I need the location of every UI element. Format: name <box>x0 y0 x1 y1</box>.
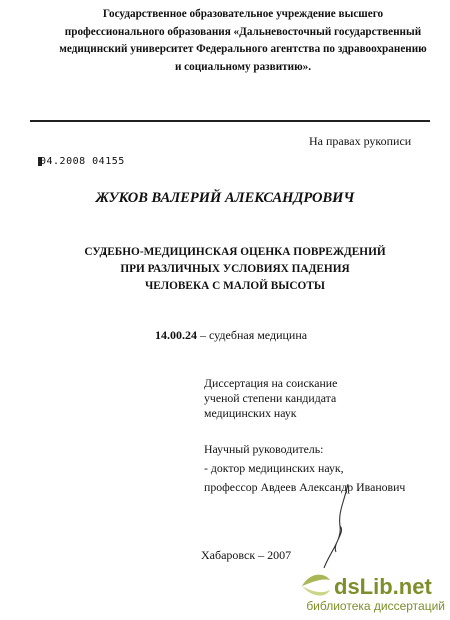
degree-line: медицинских наук <box>204 406 297 420</box>
leaf-icon <box>302 575 330 596</box>
header-line: и социальному развитию». <box>174 60 312 73</box>
supervisor-degree: - доктор медицинских наук, <box>204 461 344 475</box>
header-line: Государственное образовательное учреждение высшего <box>102 8 384 20</box>
author-name: ЖУКОВ ВАЛЕРИЙ АЛЕКСАНДРОВИЧ <box>95 190 355 206</box>
manuscript-note: На правах рукописи <box>309 134 412 148</box>
supervisor-block <box>204 440 405 497</box>
title-line: ПРИ РАЗЛИЧНЫХ УСЛОВИЯХ ПАДЕНИЯ <box>120 263 350 275</box>
specialty-code: 14.00.24 <box>155 328 197 342</box>
city-year: Хабаровск – 2007 <box>201 548 292 562</box>
title-line: ЧЕЛОВЕКА С МАЛОЙ ВЫСОТЫ <box>145 280 325 292</box>
header-line: профессионального образования «Дальневосточный государственный <box>64 25 422 38</box>
degree-line: ученой степени кандидата <box>204 391 337 405</box>
supervisor-label: Научный руководитель: <box>204 442 324 456</box>
header-line: медицинский университет Федерального агентства по здравоохранению <box>59 43 427 55</box>
specialty-separator: – <box>197 328 209 342</box>
handwritten-signature <box>318 482 358 572</box>
svg-text:dsLib.net: dsLib.net <box>334 574 432 599</box>
specialty <box>155 328 307 343</box>
supervisor-name: профессор Авдеев Александр Иванович <box>204 480 406 494</box>
institution-header <box>58 6 428 76</box>
registration-number: 04.2008 04155 <box>40 156 125 167</box>
watermark-subtitle: библиотека диссертаций <box>306 599 445 613</box>
degree-statement <box>204 376 337 421</box>
specialty-name: судебная медицина <box>209 328 308 342</box>
dslib-watermark <box>300 568 445 618</box>
header-divider <box>30 120 430 122</box>
dissertation-title <box>60 244 410 295</box>
degree-line: Диссертация на соискание <box>204 376 338 390</box>
title-line: СУДЕБНО-МЕДИЦИНСКАЯ ОЦЕНКА ПОВРЕЖДЕНИЙ <box>84 246 386 258</box>
